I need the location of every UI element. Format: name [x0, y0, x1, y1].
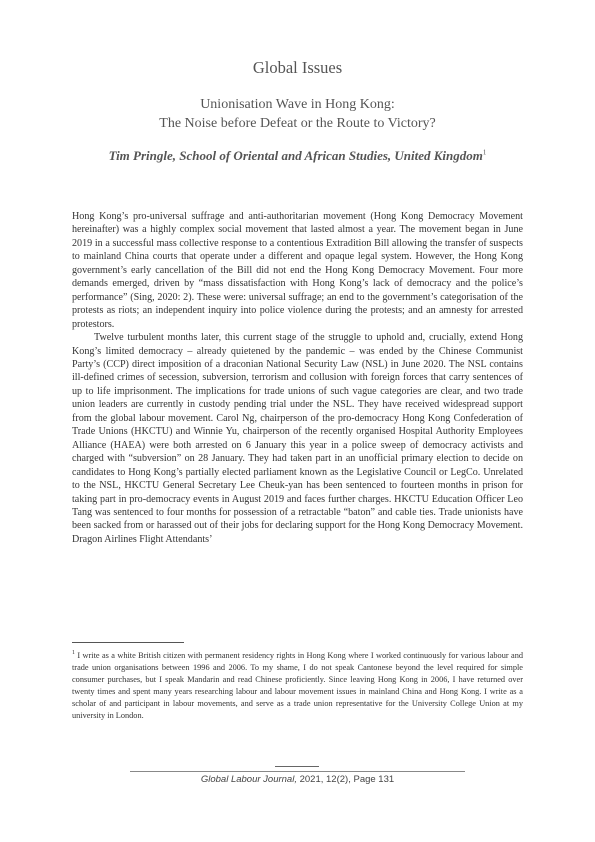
article-body	[72, 210, 523, 546]
article-title-line-1: Unionisation Wave in Hong Kong:	[200, 97, 395, 112]
paragraph-2: Twelve turbulent months later, this current stage of the struggle to uphold and, crucially, extend Hong Kong’s limited democracy – already quietened by the pandemic – was ended by the Chinese Communist Party’s (CCP) direct imposition of a draconian National Security Law (NSL) in June 2020. The NSL contains ill-defined crimes of secession, subversion, terrorism and collusion with foreign forces that carry sentences of up to life imprisonment. The implications for trade unions of such vague categories are clear, and two trade union leaders are currently in custody pending trial under the NSL. They have received widespread support from the global labour movement. Carol Ng, chairperson of the pro-democracy Hong Kong Confederation of Trade Unions (HKCTU) and Winnie Yu, chairperson of the recently organised Hospital Authority Employees Alliance (HAEA) were both arrested on 6 January this year in a police sweep of democracy activists and charged with “subversion” on 28 January. They had taken part in an unofficial primary election to decide on candidates to Hong Kong’s partially elected parliament known as the Legislative Council or LegCo. Unrelated to the NSL, HKCTU General Secretary Lee Cheuk-yan has been sentenced to fourteen months in prison for taking part in pro-democracy events in August 2019 and faces further charges. HKCTU Education Officer Leo Tang was sentenced to four months for possession of a retractable “baton” and cable ties. Trade unionists have been sacked from or harassed out of their jobs for declaring support for the Hong Kong Democracy Movement. Dragon Airlines Flight Attendants’	[72, 332, 523, 545]
page-footer	[0, 774, 595, 785]
author-line	[0, 148, 595, 164]
footer-divider-long	[130, 771, 465, 772]
footnote-text: I write as a white British citizen with permanent residency rights in Hong Kong where I worked continuously for various labour and trade union organisations between 1996 and 2006. To my shame, I do not speak Cantonese beyond the level required for simple consumer purchases, but I speak Mandarin and read Chinese proficiently. Since leaving Hong Kong in 2006, I have returned over twenty times and spent many years researching labour and labour movement issues in mainland China and Hong Kong. I write as a scholar of and participant in labour movements, and serve as a trade union representative for the University College Union at my university in London.	[72, 650, 523, 721]
footnote-mark: 1	[72, 650, 75, 656]
article-title-line-2: The Noise before Defeat or the Route to Victory?	[159, 116, 436, 131]
author-name: Tim Pringle, School of Oriental and African Studies, United Kingdom	[108, 148, 483, 163]
paragraph-1: Hong Kong’s pro-universal suffrage and anti-authoritarian movement (Hong Kong Democracy Movement hereinafter) was a highly complex social movement that lasted almost a year. The movement began in June 2019 in a successful mass collective response to a contentious Extradition Bill allowing the transfer of suspects to mainland China courts that operate under a different and opaque legal system. However, the Hong Kong government’s early cancellation of the Bill did not end the Hong Kong Democracy Movement. Four more demands emerged, driven by “mass dissatisfaction with Hong Kong’s lack of democracy and the police’s performance” (Sing, 2020: 2). These were: universal suffrage; an end to the government’s categorisation of the protests as riots; an independent inquiry into police violence during the protests; and an amnesty for arrested protestors.	[72, 211, 523, 330]
article-title	[0, 95, 595, 133]
author-footnote-mark: 1	[482, 148, 487, 157]
section-title: Global Issues	[252, 58, 343, 77]
journal-citation: 2021, 12(2), Page 131	[296, 774, 395, 785]
footer-divider-short	[275, 766, 319, 767]
footnote-1	[72, 647, 523, 722]
footnote-divider	[72, 642, 184, 643]
journal-name: Global Labour Journal,	[200, 774, 297, 785]
